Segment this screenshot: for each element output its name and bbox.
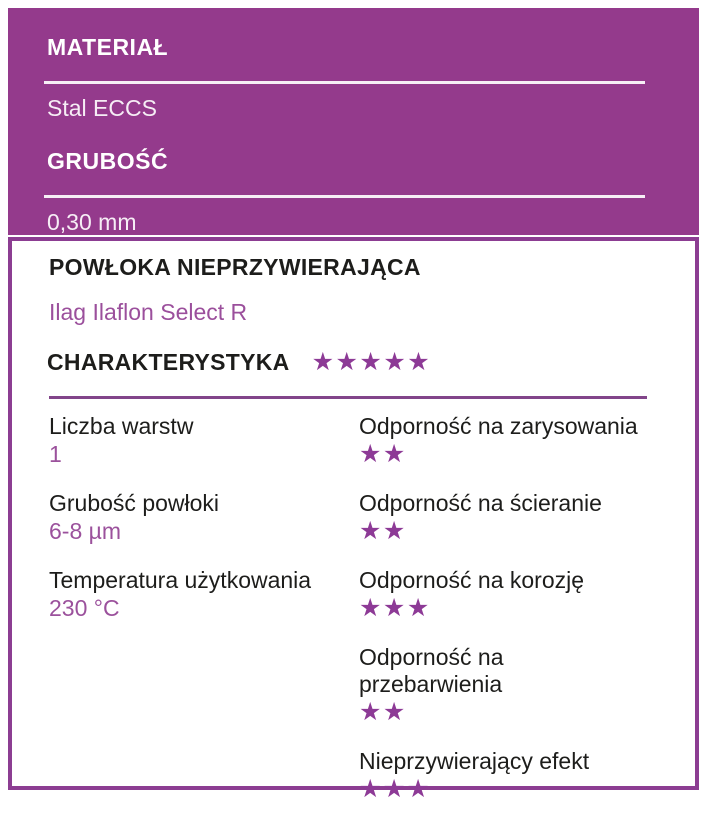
rating-stars: ★★★: [359, 594, 431, 622]
rating-item: [359, 567, 647, 623]
material-summary-block: [8, 8, 699, 235]
spec-item: [49, 413, 359, 469]
top-field-label: GRUBOŚĆ: [47, 148, 169, 174]
top-field-label: MATERIAŁ: [47, 34, 169, 60]
spec-value: 6-8 µm: [49, 518, 122, 544]
coating-panel: [8, 237, 699, 803]
rating-stars: ★★: [359, 698, 407, 726]
spec-columns: [49, 413, 647, 825]
rating-item: [359, 490, 647, 546]
spec-label: Liczba warstw: [49, 413, 194, 439]
ratings-column: [359, 413, 647, 825]
coating-name: Ilag Ilaflon Select R: [49, 299, 248, 325]
top-field-1: [44, 34, 645, 122]
rating-label: Odporność na korozję: [359, 567, 585, 593]
top-field-value: Stal ECCS: [47, 95, 157, 121]
characteristics-header: [47, 348, 647, 376]
rating-item: [359, 413, 647, 469]
rating-stars: ★★: [359, 440, 407, 468]
rating-label: Odporność na zarysowania: [359, 413, 638, 439]
field-underline: [44, 81, 645, 84]
top-field-2: [44, 148, 645, 236]
characteristics-divider: [49, 396, 647, 399]
rating-label: Nieprzywierający efekt: [359, 748, 590, 774]
spec-value: 1: [49, 441, 62, 467]
characteristics-title: CHARAKTERYSTYKA: [47, 349, 290, 375]
coating-section-title: POWŁOKA NIEPRZYWIERAJĄCA: [49, 254, 421, 280]
field-underline: [44, 195, 645, 198]
characteristics-star-rating: ★★★★★: [311, 348, 432, 376]
rating-stars: ★★★: [359, 775, 431, 803]
spec-value: 230 °C: [49, 595, 120, 621]
rating-label: Odporność na ścieranie: [359, 490, 602, 516]
spec-item: [49, 490, 359, 546]
top-field-value: 0,30 mm: [47, 209, 137, 235]
rating-item: [359, 748, 647, 804]
rating-item: [359, 644, 647, 727]
spec-item: [49, 567, 359, 623]
specs-column: [49, 413, 359, 825]
spec-label: Grubość powłoki: [49, 490, 220, 516]
spec-label: Temperatura użytkowania: [49, 567, 312, 593]
rating-stars: ★★: [359, 517, 407, 545]
rating-label: Odporność na przebarwienia: [359, 644, 504, 697]
